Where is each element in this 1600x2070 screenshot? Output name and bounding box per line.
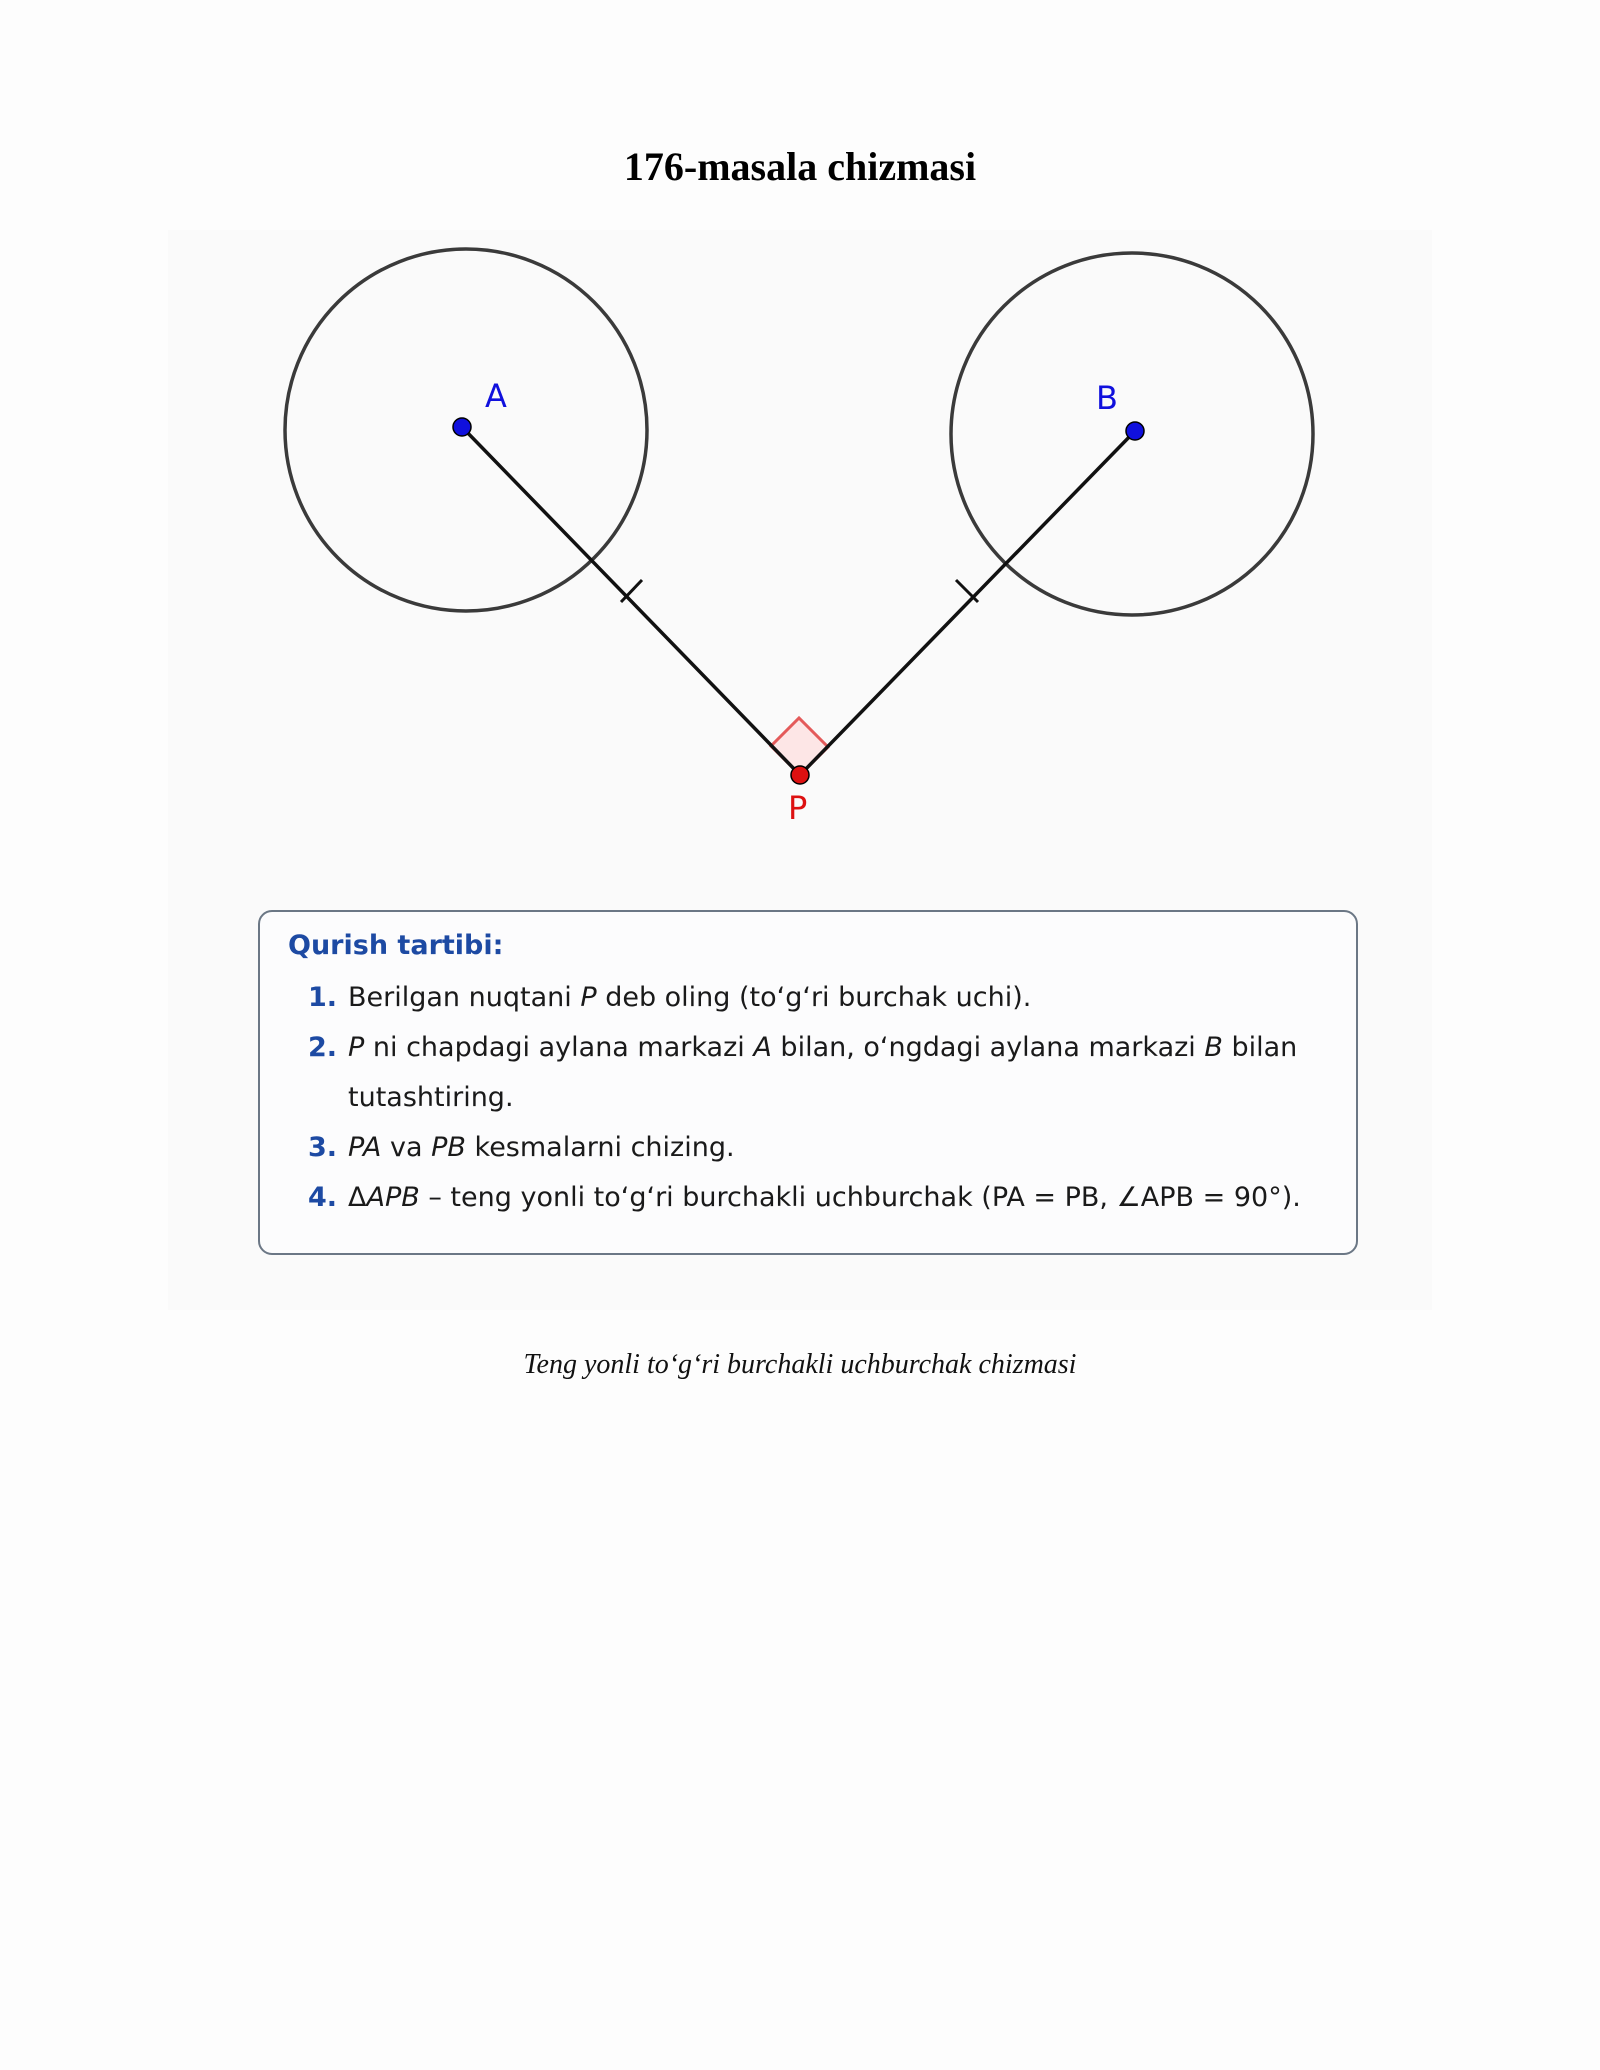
step-item	[288, 1123, 1328, 1173]
label-a: A	[485, 377, 507, 415]
step-item	[288, 1173, 1328, 1223]
label-p: P	[788, 789, 808, 827]
step-number: 1.	[308, 982, 338, 1013]
point-a	[453, 418, 471, 436]
page-title: 176-masala chizmasi	[623, 144, 977, 189]
tick-mark-pa	[621, 580, 642, 602]
point-p	[791, 766, 809, 784]
step-number: 2.	[308, 1032, 338, 1063]
step-text: Berilgan nuqtani P deb oling (to‘g‘ri burchak uchi).	[348, 982, 1032, 1013]
segment-pb	[800, 431, 1135, 775]
steps-list	[288, 973, 1328, 1223]
figure-caption: Teng yonli to‘g‘ri burchakli uchburchak chizmasi	[523, 1349, 1077, 1380]
step-number: 3.	[308, 1132, 338, 1163]
label-b: B	[1096, 379, 1118, 417]
step-text: ΔAPB – teng yonli to‘g‘ri burchakli uchburchak (PA = PB, ∠APB = 90°).	[348, 1182, 1301, 1213]
step-item	[288, 973, 1328, 1023]
figure	[168, 230, 1432, 1310]
step-number: 4.	[308, 1182, 338, 1213]
segment-pa	[462, 427, 800, 775]
construction-steps-box	[258, 910, 1358, 1255]
tick-mark-pb	[956, 580, 978, 602]
step-item	[288, 1023, 1328, 1123]
step-text: P ni chapdagi aylana markazi A bilan, o‘ngdagi aylana markazi B bilan tutashtiring.	[348, 1032, 1298, 1113]
point-b	[1126, 422, 1144, 440]
steps-title: Qurish tartibi:	[288, 930, 504, 961]
step-text: PA va PB kesmalarni chizing.	[348, 1132, 735, 1163]
